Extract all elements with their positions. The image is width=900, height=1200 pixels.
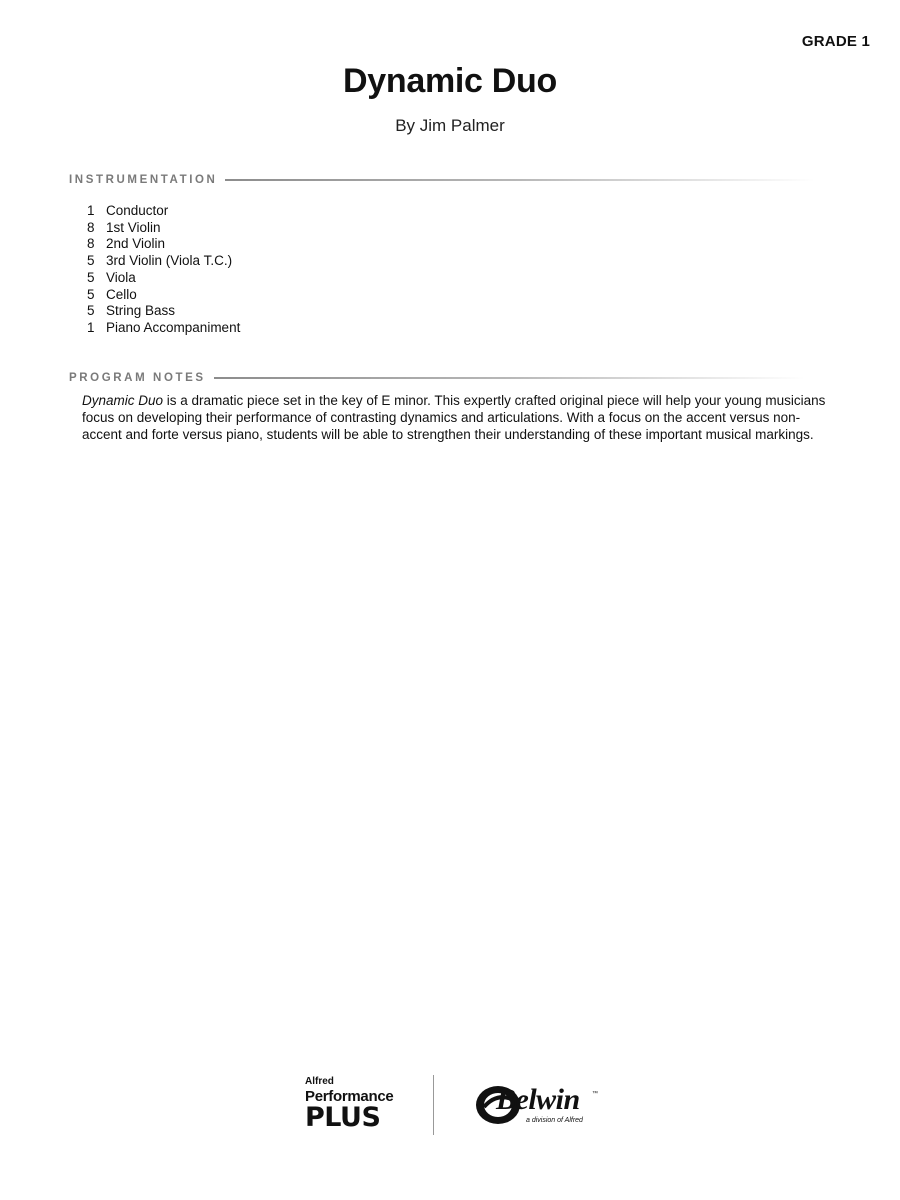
- instrument-name: Piano Accompaniment: [106, 319, 241, 335]
- instrumentation-heading: INSTRUMENTATION: [69, 174, 218, 186]
- section-divider: [225, 179, 815, 181]
- belwin-wordmark: Belwin: [496, 1083, 580, 1116]
- program-notes-text: [82, 392, 827, 443]
- alfred-series-line1: Performance: [305, 1088, 394, 1105]
- instrument-item: [87, 203, 240, 220]
- instrument-quantity: 1: [87, 203, 95, 218]
- program-notes-heading: PROGRAM NOTES: [69, 372, 206, 384]
- instrument-name: 1st Violin: [106, 219, 161, 235]
- instrument-quantity: 1: [87, 319, 95, 335]
- instrument-item: [87, 270, 240, 287]
- program-notes-title-italic: Dynamic Duo: [82, 393, 164, 408]
- alfred-brand: Alfred: [305, 1076, 334, 1087]
- belwin-trademark: ™: [592, 1091, 598, 1097]
- instrument-quantity: 5: [87, 303, 95, 319]
- instrument-name: Cello: [106, 286, 137, 302]
- alfred-series-line2: PLUS: [305, 1102, 381, 1133]
- instrument-quantity: 5: [87, 253, 95, 269]
- piece-title: Dynamic Duo: [343, 62, 557, 100]
- instrument-name: Conductor: [106, 203, 169, 218]
- composer-credit: By Jim Palmer: [395, 116, 505, 135]
- instrument-quantity: 8: [87, 219, 95, 235]
- instrument-name: String Bass: [106, 303, 176, 319]
- instrument-name: 2nd Violin: [106, 236, 166, 252]
- publisher-logos: [0, 1075, 900, 1137]
- instrument-quantity: 5: [87, 286, 95, 302]
- logo-divider: [433, 1075, 434, 1135]
- program-notes-header: [69, 370, 805, 386]
- instrument-quantity: 8: [87, 236, 95, 252]
- instrument-item: [87, 287, 240, 304]
- instrument-item: [87, 236, 240, 253]
- instrument-name: 3rd Violin (Viola T.C.): [106, 253, 233, 269]
- belwin-logo: [474, 1079, 604, 1129]
- section-divider: [214, 377, 805, 379]
- belwin-tagline: a division of Alfred: [526, 1117, 583, 1124]
- instrument-quantity: 5: [87, 269, 95, 285]
- instrument-item: [87, 220, 240, 237]
- instrumentation-list: [87, 203, 240, 337]
- instrument-item: [87, 320, 240, 337]
- instrument-name: Viola: [106, 269, 136, 285]
- program-notes-body: is a dramatic piece set in the key of E minor. This expertly crafted original piece will help your young musicians focus on developing their performance of contrasting dynamics and articulations. With a focus on the accent versus non-accent and forte versus piano, students will be able to strengthen their understanding of these important musical markings.: [82, 393, 826, 442]
- instrument-item: [87, 253, 240, 270]
- instrument-item: [87, 303, 240, 320]
- alfred-performance-plus-logo: [305, 1077, 415, 1131]
- grade-level: GRADE 1: [801, 33, 870, 50]
- instrumentation-header: [69, 172, 815, 188]
